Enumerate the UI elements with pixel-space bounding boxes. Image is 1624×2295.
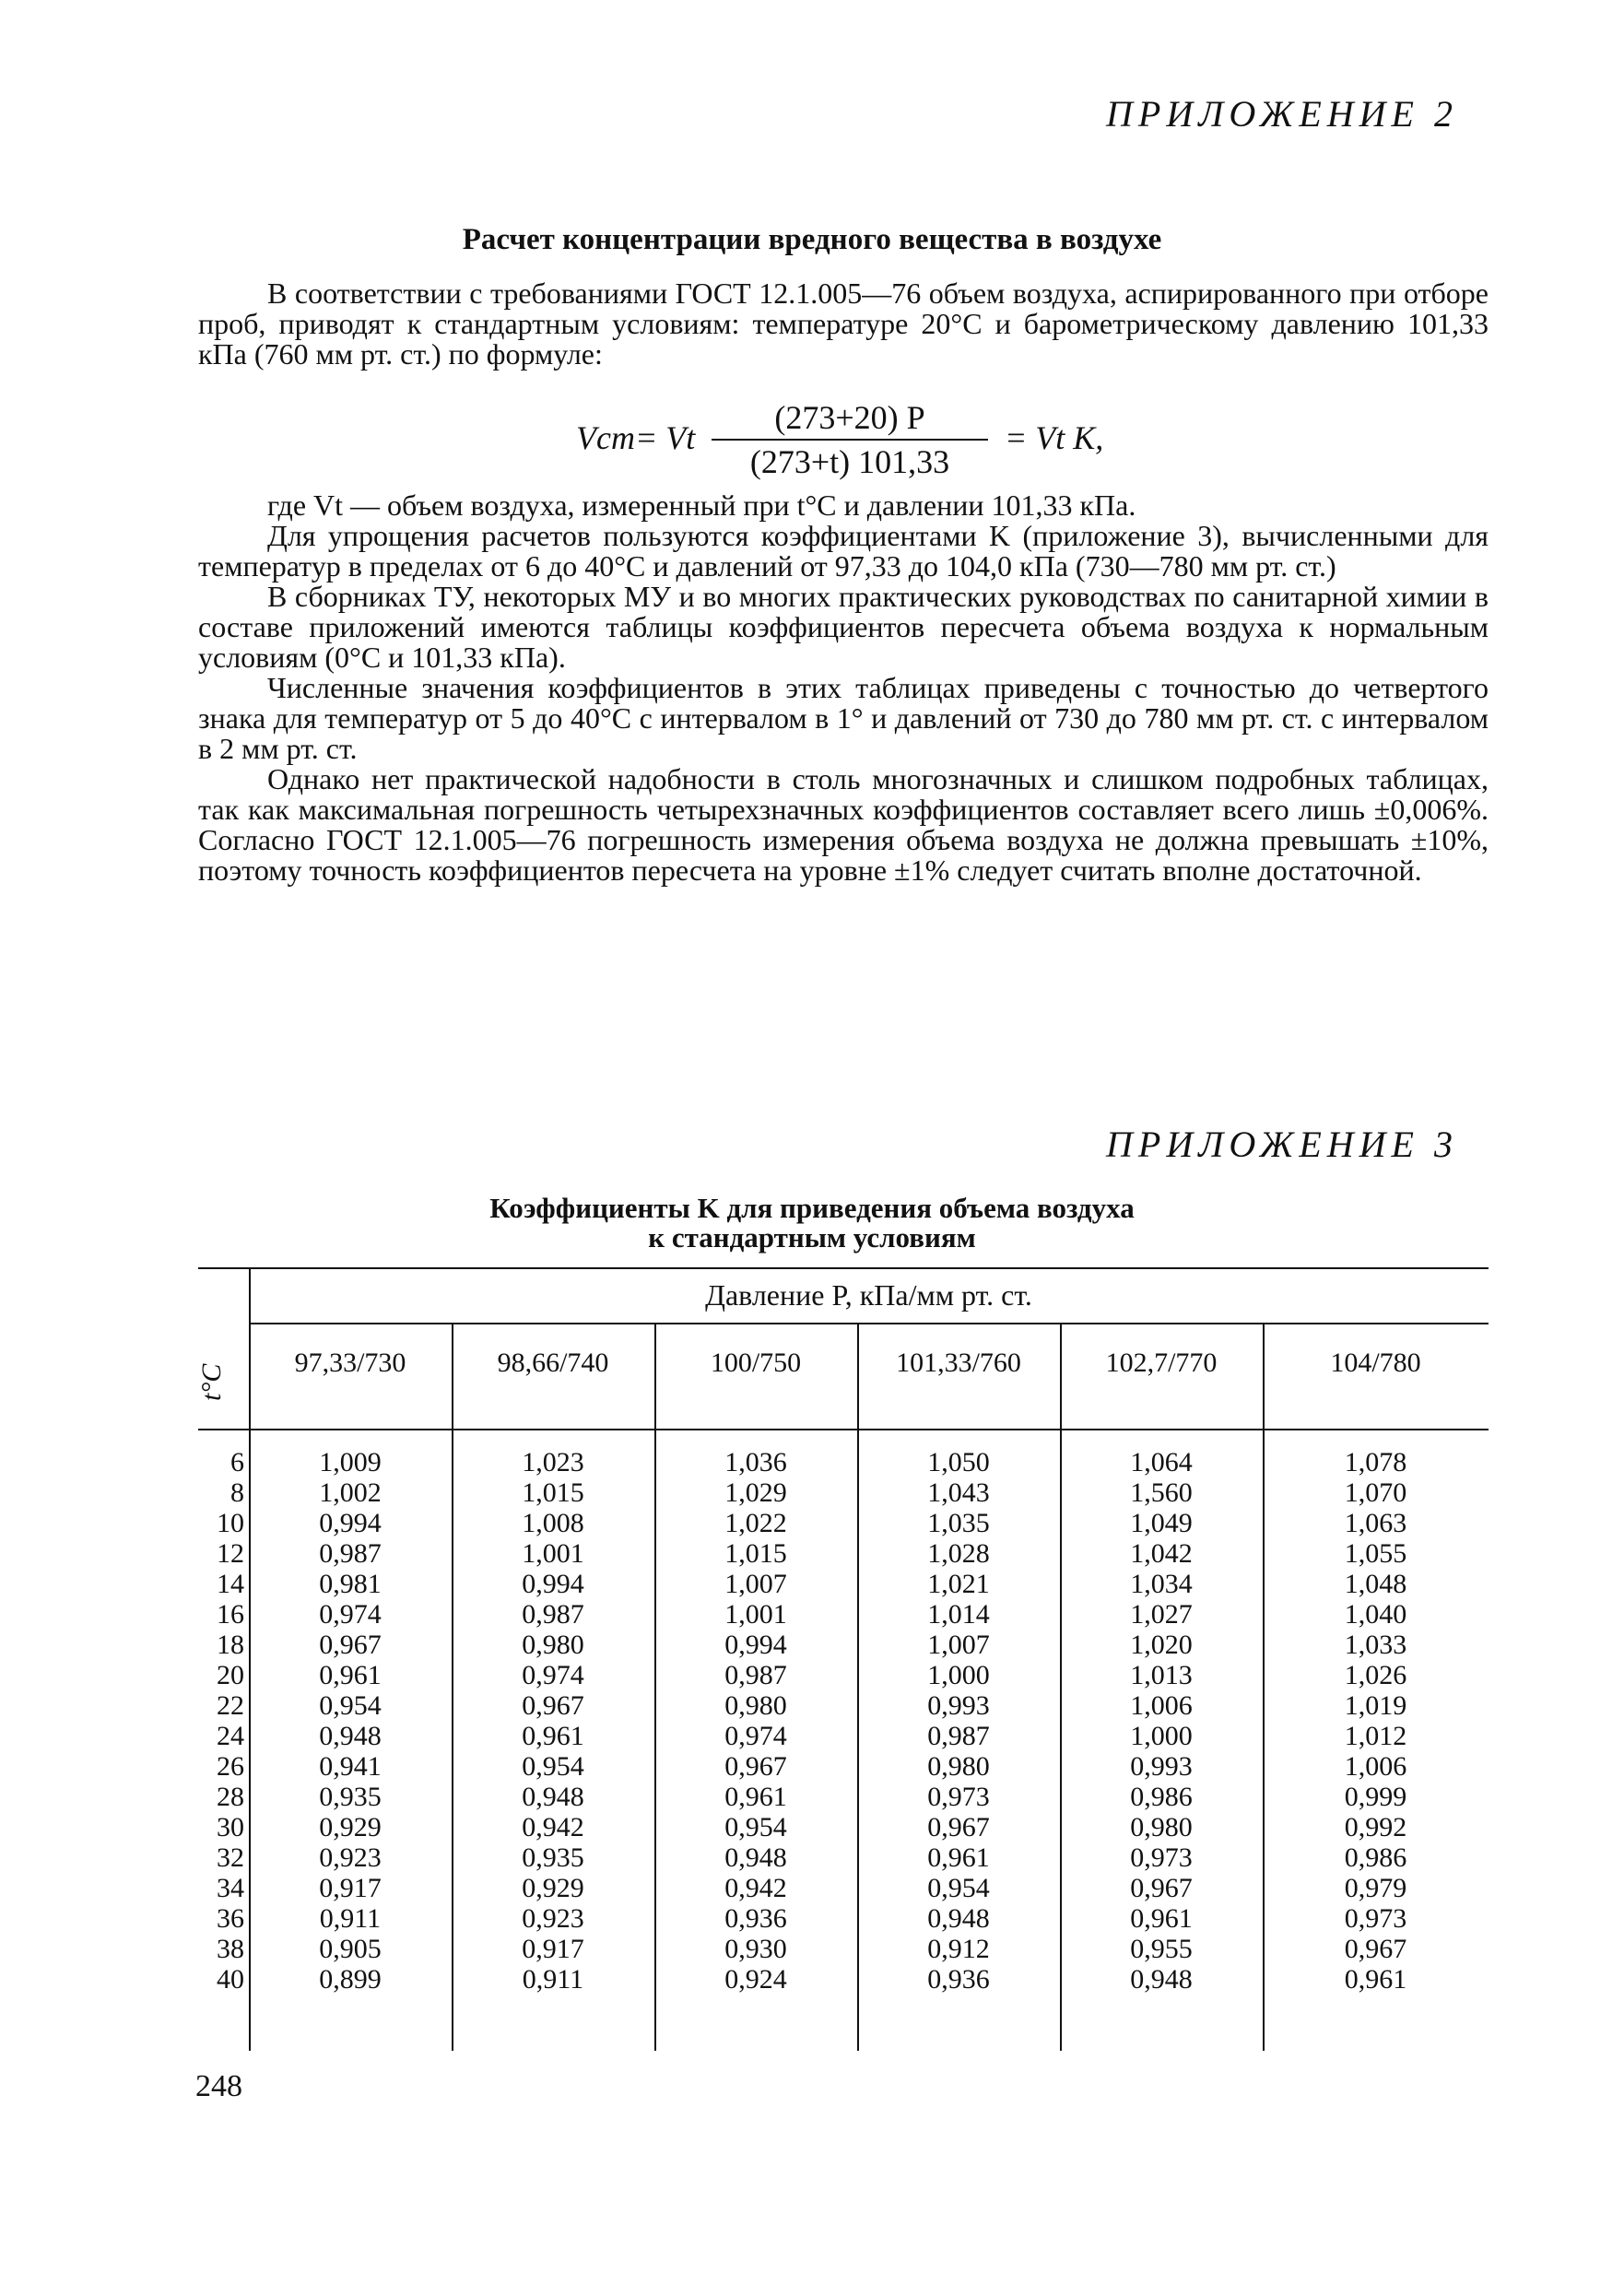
coefficient-cell: 0,980 [927,1751,990,1782]
pressure-header: Давление P, кПа/мм рт. ст. [705,1278,1032,1312]
temperature-cell: 6 [230,1447,244,1477]
volume-formula [0,398,1624,480]
table-header-rule [249,1323,1489,1324]
temperature-cell: 20 [217,1660,244,1690]
paragraph-simplification: Для упрощения расчетов пользуются коэффициентами K (приложение 3), вычисленными для температур в пределах от 6 до 40°С и давлений от 97,33 до 104,0 кПа (730—780 мм рт. ст.) [198,519,1489,583]
formula-fraction [712,398,988,481]
coefficient-cell: 0,967 [522,1690,584,1721]
coefficient-cell: 0,974 [319,1599,382,1630]
appendix-3-label: ПРИЛОЖЕНИЕ 3 [1106,1124,1458,1165]
coefficient-cell: 1,019 [1344,1690,1407,1721]
temperature-cell: 38 [217,1934,244,1964]
explanation-paragraphs [198,490,1489,886]
coefficient-cell: 1,049 [1130,1508,1193,1538]
coefficient-cell: 1,007 [724,1569,787,1599]
coefficient-cell: 1,009 [319,1447,382,1477]
coefficient-cell: 0,941 [319,1751,382,1782]
coefficient-cell: 1,013 [1130,1660,1193,1690]
temperature-cell: 34 [217,1873,244,1903]
coefficient-cell: 0,923 [319,1842,382,1873]
coefficient-cell: 0,967 [1344,1934,1407,1964]
coefficient-cell: 0,987 [724,1660,787,1690]
appendix-2-title: Расчет концентрации вредного вещества в воздухе [462,223,1162,256]
coefficient-cell: 1,043 [927,1477,990,1508]
column-header-750: 100/750 [710,1348,802,1378]
temperature-cell: 40 [217,1964,244,1995]
table-title-line-2: к стандартным условиям [648,1221,976,1253]
coefficient-cell: 0,929 [319,1812,382,1842]
coefficient-cell: 1,042 [1130,1538,1193,1569]
column-header-770: 102,7/770 [1105,1348,1218,1378]
coefficient-cell: 1,023 [522,1447,584,1477]
formula-lhs: Vст= Vt [576,419,696,456]
coefficient-cell: 0,994 [724,1630,787,1660]
coefficient-cell: 0,979 [1344,1873,1407,1903]
coefficient-cell: 0,948 [927,1903,990,1934]
coefficient-cell: 1,014 [927,1599,990,1630]
appendix-2-label: ПРИЛОЖЕНИЕ 2 [1106,93,1458,135]
coefficient-cell: 0,954 [724,1812,787,1842]
coefficient-cell: 1,036 [724,1447,787,1477]
coefficient-cell: 0,994 [319,1508,382,1538]
coefficient-cell: 0,961 [1344,1964,1407,1995]
value-column-770 [1060,1447,1263,1995]
coefficient-cell: 1,048 [1344,1569,1407,1599]
coefficient-cell: 1,002 [319,1477,382,1508]
coefficient-cell: 0,936 [724,1903,787,1934]
coefficient-cell: 0,986 [1130,1782,1193,1812]
coefficient-cell: 0,948 [1130,1964,1193,1995]
coefficient-cell: 0,967 [927,1812,990,1842]
coefficient-cell: 0,917 [319,1873,382,1903]
coefficient-cell: 0,973 [1344,1903,1407,1934]
coefficient-cell: 1,021 [927,1569,990,1599]
table-body-rule [198,1429,1489,1430]
table-title [0,1194,1624,1253]
coefficient-cell: 0,980 [724,1690,787,1721]
coefficient-cell: 1,006 [1344,1751,1407,1782]
coefficient-cell: 1,035 [927,1508,990,1538]
coefficient-cell: 0,936 [927,1964,990,1995]
coefficient-cell: 1,015 [724,1538,787,1569]
temperature-cell: 10 [217,1508,244,1538]
coefficient-cell: 0,986 [1344,1842,1407,1873]
coefficient-cell: 0,967 [1130,1873,1193,1903]
coefficient-cell: 0,973 [927,1782,990,1812]
coefficient-cell: 0,954 [522,1751,584,1782]
coefficient-cell: 1,560 [1130,1477,1193,1508]
value-column-740 [452,1447,654,1995]
coefficient-cell: 0,980 [1130,1812,1193,1842]
coefficient-cell: 1,007 [927,1630,990,1660]
coefficient-cell: 0,911 [319,1903,382,1934]
temperature-header: t°C [196,1363,227,1401]
coefficient-cell: 0,992 [1344,1812,1407,1842]
coefficient-cell: 0,912 [927,1934,990,1964]
coefficient-cell: 1,001 [522,1538,584,1569]
coefficient-cell: 1,000 [1130,1721,1193,1751]
coefficient-cell: 0,942 [724,1873,787,1903]
coefficient-cell: 1,015 [522,1477,584,1508]
coefficient-cell: 1,029 [724,1477,787,1508]
paragraph-collections: В сборниках ТУ, некоторых МУ и во многих практических руководствах по санитарной химии в составе приложений имеются таблицы коэффициентов пересчета объема воздуха к нормальным условиям (0°С и 101,33 кПа). [198,580,1489,674]
column-header-730: 97,33/730 [294,1348,406,1378]
temperature-cell: 12 [217,1538,244,1569]
coefficient-cell: 1,055 [1344,1538,1407,1569]
coefficient-cell: 0,967 [724,1751,787,1782]
coefficient-cell: 0,967 [319,1630,382,1660]
coefficient-cell: 0,987 [319,1538,382,1569]
coefficient-cell: 1,033 [1344,1630,1407,1660]
temperature-cell: 26 [217,1751,244,1782]
coefficient-cell: 0,994 [522,1569,584,1599]
coefficient-cell: 0,987 [522,1599,584,1630]
temperature-cell: 8 [230,1477,244,1508]
coefficient-cell: 0,993 [927,1690,990,1721]
value-column-760 [857,1447,1060,1995]
temperature-cell: 16 [217,1599,244,1630]
coefficient-cell: 0,948 [522,1782,584,1812]
paragraph-where: где Vt — объем воздуха, измеренный при t°С и давлении 101,33 кПа. [267,488,1136,522]
coefficient-cell: 0,948 [724,1842,787,1873]
temperature-cell: 24 [217,1721,244,1751]
temperature-cell: 18 [217,1630,244,1660]
coefficient-cell: 0,954 [927,1873,990,1903]
coefficient-cell: 1,020 [1130,1630,1193,1660]
coefficient-cell: 1,034 [1130,1569,1193,1599]
coefficient-cell: 0,981 [319,1569,382,1599]
table-title-line-1: Коэффициенты K для приведения объема воздуха [489,1192,1135,1224]
coefficient-cell: 0,961 [724,1782,787,1812]
coefficient-cell: 1,078 [1344,1447,1407,1477]
value-column-750 [654,1447,857,1995]
coefficient-cell: 0,980 [522,1630,584,1660]
table-top-rule [198,1267,1489,1269]
coefficient-cell: 0,973 [1130,1842,1193,1873]
coefficient-cell: 1,001 [724,1599,787,1630]
temperature-cell: 30 [217,1812,244,1842]
coefficient-cell: 1,027 [1130,1599,1193,1630]
formula-rhs: = Vt K, [1005,419,1104,456]
coefficient-cell: 1,063 [1344,1508,1407,1538]
temperature-cell: 36 [217,1903,244,1934]
coefficient-cell: 0,948 [319,1721,382,1751]
coefficient-cell: 1,000 [927,1660,990,1690]
temperature-cell: 22 [217,1690,244,1721]
coefficient-cell: 0,923 [522,1903,584,1934]
coefficient-cell: 0,955 [1130,1934,1193,1964]
coefficient-cell: 0,917 [522,1934,584,1964]
coefficient-cell: 0,961 [1130,1903,1193,1934]
coefficient-cell: 1,012 [1344,1721,1407,1751]
coefficient-cell: 1,064 [1130,1447,1193,1477]
value-column-780 [1263,1447,1489,1995]
coefficient-cell: 0,905 [319,1934,382,1964]
coefficient-cell: 0,999 [1344,1782,1407,1812]
coefficient-cell: 1,022 [724,1508,787,1538]
coefficient-cell: 1,008 [522,1508,584,1538]
coefficient-cell: 0,911 [522,1964,584,1995]
coefficient-cell: 1,028 [927,1538,990,1569]
paragraph-precision: Численные значения коэффициентов в этих таблицах приведены с точностью до четвертого знака для температур от 5 до 40°С с интервалом в 1° и давлений от 730 до 780 мм рт. ст. с интервалом в 2 мм рт. ст. [198,671,1489,765]
temperature-cell: 32 [217,1842,244,1873]
temperature-cell: 28 [217,1782,244,1812]
column-header-740: 98,66/740 [497,1348,609,1378]
coefficient-cell: 0,987 [927,1721,990,1751]
paragraph-conclusion: Однако нет практической надобности в столь многозначных и слишком подробных таблицах, так как максимальная погрешность четырехзначных коэффициентов составляет всего лишь ±0,006%. Согласно ГОСТ 12.1.005—76 погрешность измерения объема воздуха не должна превышать ±10%, поэтому точность коэффициентов пересчета на уровне ±1% следует считать вполне достаточной. [198,762,1489,887]
coefficient-cell: 0,929 [522,1873,584,1903]
coefficient-cell: 0,961 [319,1660,382,1690]
intro-paragraph-text: В соответствии с требованиями ГОСТ 12.1.005—76 объем воздуха, аспирированного при отборе проб, приводят к стандартным условиям: температуре 20°С и барометрическому давлению 101,33 кПа (760 мм рт. ст.) по формуле: [198,277,1489,371]
value-column-730 [249,1447,452,1995]
coefficient-cell: 0,961 [927,1842,990,1873]
coefficient-cell: 0,993 [1130,1751,1193,1782]
coefficient-cell: 0,974 [522,1660,584,1690]
coefficient-cell: 0,942 [522,1812,584,1842]
coefficient-cell: 0,924 [724,1964,787,1995]
intro-paragraph [198,278,1489,370]
formula-denominator: (273+t) 101,33 [749,443,950,480]
coefficient-table [198,1267,1489,2051]
temperature-cell: 14 [217,1569,244,1599]
coefficient-cell: 1,026 [1344,1660,1407,1690]
coefficient-cell: 0,974 [724,1721,787,1751]
temperature-column [198,1447,244,1995]
coefficient-cell: 1,070 [1344,1477,1407,1508]
coefficient-cell: 0,954 [319,1690,382,1721]
column-header-780: 104/780 [1330,1348,1421,1378]
coefficient-cell: 0,930 [724,1934,787,1964]
coefficient-cell: 1,006 [1130,1690,1193,1721]
coefficient-cell: 1,050 [927,1447,990,1477]
column-header-760: 101,33/760 [896,1348,1021,1378]
coefficient-cell: 0,935 [522,1842,584,1873]
coefficient-cell: 0,935 [319,1782,382,1812]
coefficient-cell: 1,040 [1344,1599,1407,1630]
coefficient-cell: 0,961 [522,1721,584,1751]
page-number: 248 [195,2069,242,2103]
formula-numerator: (273+20) P [712,398,988,441]
coefficient-cell: 0,899 [319,1964,382,1995]
